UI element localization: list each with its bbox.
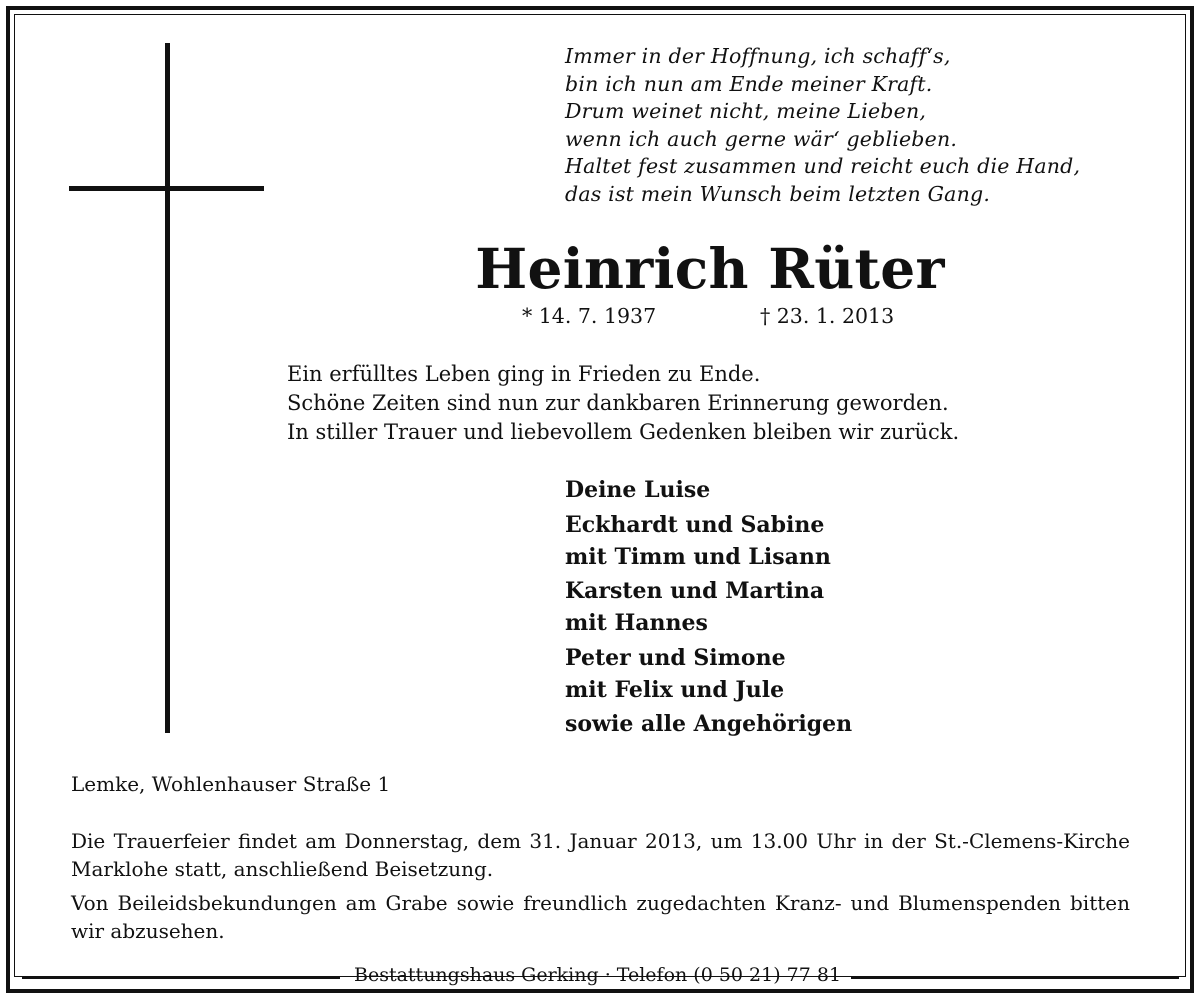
mourners-list [565,474,852,743]
mourner-line: Karsten und Martina [565,578,825,604]
poem [565,43,1165,208]
mourner-line: Eckhardt und Sabine [565,511,825,538]
funeral-notice: Die Trauerfeier findet am Donnerstag, dem 31. Januar 2013, um 13.00 Uhr in der St.-Clemens-Kirche Marklohe statt, anschließend Beisetzung. [71,829,1130,881]
mourner-line: mit Hannes [565,610,708,636]
mourner-line: mit Timm und Lisann [565,543,831,570]
tribute-line: In stiller Trauer und liebevollem Gedenken bleiben wir zurück. [287,420,960,444]
address: Lemke, Wohlenhauser Straße 1 [71,772,391,796]
death-date: † 23. 1. 2013 [760,304,895,328]
condolence-notice: Von Beileidsbekundungen am Grabe sowie freundlich zugedachten Kranz- und Blumenspenden bitten wir abzusehen. [71,891,1130,943]
cross-vertical-bar [165,43,170,733]
tribute-line: Ein erfülltes Leben ging in Frieden zu Ende. [287,362,761,386]
poem-line: Haltet fest zusammen und reicht euch die Hand, [565,154,1081,178]
footer-rule-right [851,977,1179,979]
poem-line: Immer in der Hoffnung, ich schaff‘s, [565,44,951,68]
mourner-group [565,509,852,573]
cross-horizontal-bar [69,186,264,191]
poem-line: das ist mein Wunsch beim letzten Gang. [565,181,991,206]
mourner-group [565,474,852,506]
mourner-group [565,708,852,740]
tribute-text [287,360,959,447]
mourner-line: mit Felix und Jule [565,676,785,703]
deceased-name: Heinrich Rüter [475,236,945,301]
funeral-home-footer: Bestattungshaus Gerking · Telefon (0 50 21) 77 81 [354,964,842,986]
poem-line: Drum weinet nicht, meine Lieben, [565,99,927,123]
mourner-line: Deine Luise [565,477,711,503]
poem-line: wenn ich auch gerne wär‘ geblieben. [565,126,958,151]
birth-date: * 14. 7. 1937 [522,304,657,328]
mourner-group [565,642,852,706]
tribute-line: Schöne Zeiten sind nun zur dankbaren Erinnerung geworden. [287,391,949,415]
poem-line: bin ich nun am Ende meiner Kraft. [565,71,933,96]
mourner-line: Peter und Simone [565,644,786,671]
footer-rule-left [22,977,340,979]
mourner-group [565,575,852,639]
mourner-line: sowie alle Angehörigen [565,711,853,737]
